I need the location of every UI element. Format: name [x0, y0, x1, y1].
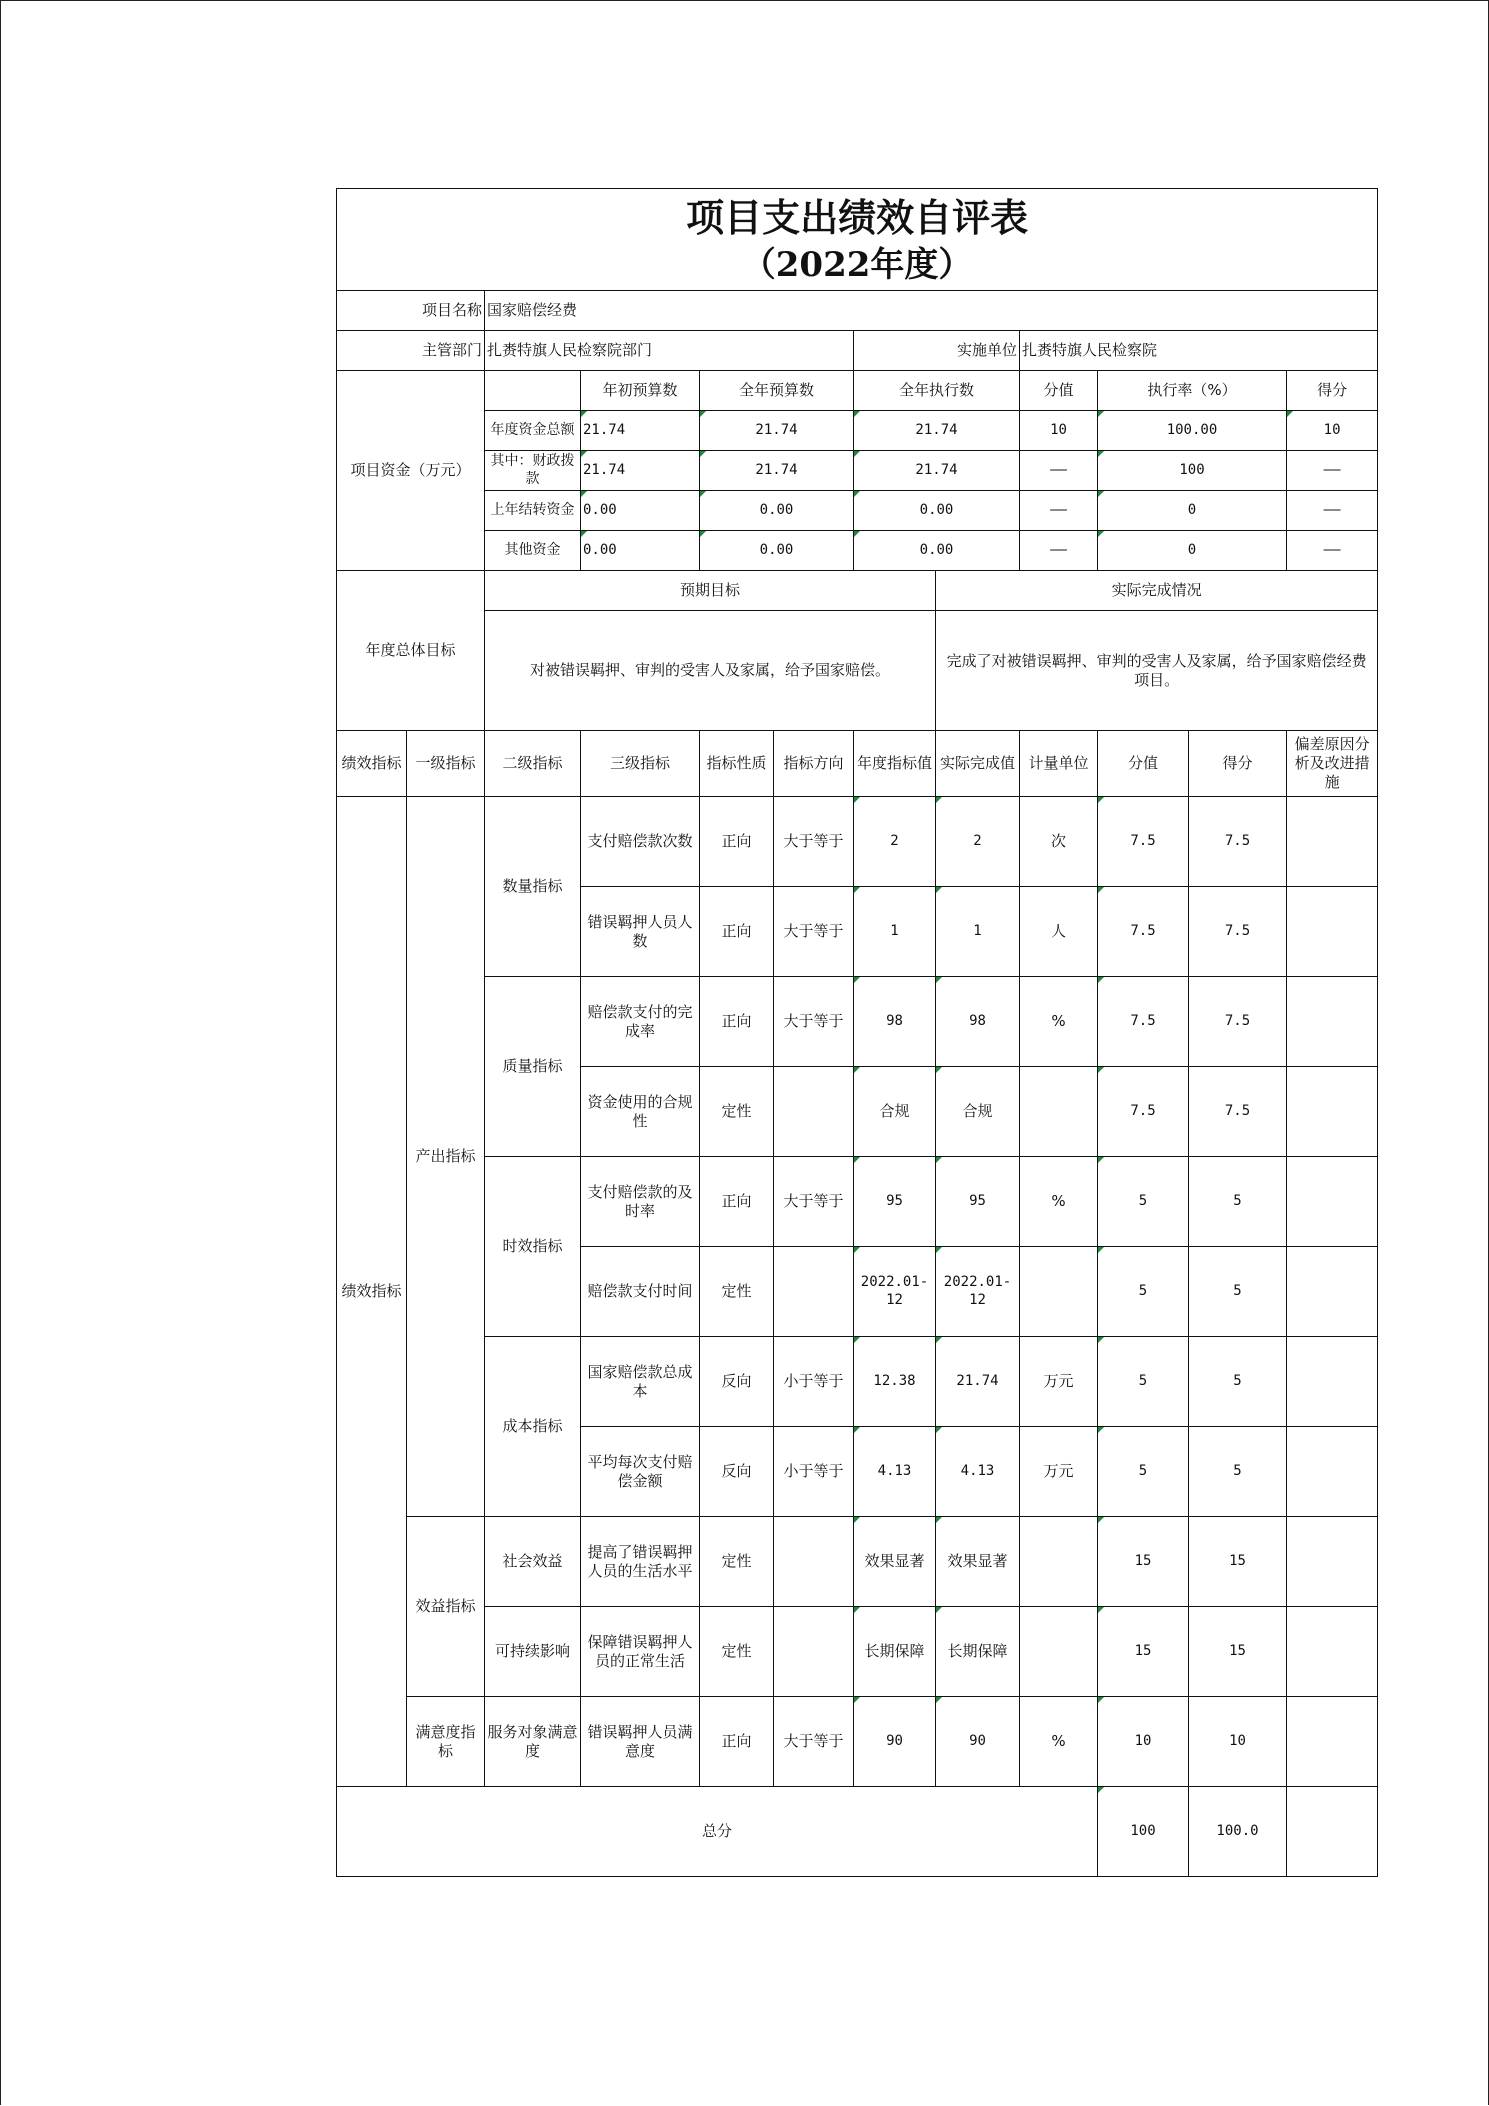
ind-direction	[774, 1067, 854, 1157]
ind-header-actual: 实际完成值	[936, 731, 1020, 797]
ind-nature: 反向	[700, 1427, 774, 1517]
ind-weight: 10	[1098, 1697, 1189, 1787]
funds-executed: 21.74	[854, 411, 1020, 451]
total-row	[337, 1787, 1378, 1877]
ind-direction	[774, 1247, 854, 1337]
ind-header-category: 绩效指标	[337, 731, 407, 797]
funds-row-label: 上年结转资金	[485, 491, 581, 531]
ind-target: 2022.01-12	[854, 1247, 936, 1337]
goals-actual-header: 实际完成情况	[936, 571, 1378, 611]
ind-nature: 正向	[700, 1697, 774, 1787]
funds-header-score: 得分	[1287, 371, 1378, 411]
ind-weight: 15	[1098, 1517, 1189, 1607]
ind-nature: 反向	[700, 1337, 774, 1427]
ind-level1: 效益指标	[407, 1517, 485, 1697]
funds-score: 10	[1287, 411, 1378, 451]
ind-nature: 正向	[700, 797, 774, 887]
ind-header-score: 得分	[1189, 731, 1287, 797]
funds-initial: 0.00	[581, 491, 700, 531]
ind-score: 15	[1189, 1517, 1287, 1607]
ind-level1: 产出指标	[407, 797, 485, 1517]
ind-score: 5	[1189, 1247, 1287, 1337]
ind-header-direction: 指标方向	[774, 731, 854, 797]
funds-header-blank	[485, 371, 581, 411]
ind-weight: 7.5	[1098, 887, 1189, 977]
ind-nature: 定性	[700, 1607, 774, 1697]
funds-header-rate: 执行率（%）	[1098, 371, 1287, 411]
funds-executed: 0.00	[854, 491, 1020, 531]
indicator-row	[337, 1517, 1378, 1607]
ind-actual: 90	[936, 1697, 1020, 1787]
ind-level3: 支付赔偿款的及时率	[581, 1157, 700, 1247]
ind-note	[1287, 977, 1378, 1067]
ind-header-level2: 二级指标	[485, 731, 581, 797]
ind-weight: 7.5	[1098, 797, 1189, 887]
ind-target: 1	[854, 887, 936, 977]
funds-weight: 10	[1020, 411, 1098, 451]
implementing-unit-label: 实施单位	[854, 331, 1020, 371]
ind-header-target: 年度指标值	[854, 731, 936, 797]
ind-level2: 质量指标	[485, 977, 581, 1157]
ind-target: 12.38	[854, 1337, 936, 1427]
funds-header-initial: 年初预算数	[581, 371, 700, 411]
ind-target: 90	[854, 1697, 936, 1787]
ind-target: 合规	[854, 1067, 936, 1157]
ind-nature: 定性	[700, 1517, 774, 1607]
ind-level1: 满意度指标	[407, 1697, 485, 1787]
funds-row	[337, 411, 1378, 451]
ind-header-level1: 一级指标	[407, 731, 485, 797]
ind-actual: 21.74	[936, 1337, 1020, 1427]
ind-weight: 5	[1098, 1247, 1189, 1337]
ind-level2: 成本指标	[485, 1337, 581, 1517]
ind-score: 7.5	[1189, 797, 1287, 887]
indicator-row	[337, 797, 1378, 887]
funds-weight: ——	[1020, 451, 1098, 491]
ind-actual: 2022.01-12	[936, 1247, 1020, 1337]
ind-target: 4.13	[854, 1427, 936, 1517]
ind-note	[1287, 887, 1378, 977]
funds-rate: 100.00	[1098, 411, 1287, 451]
funds-initial: 21.74	[581, 451, 700, 491]
ind-header-note: 偏差原因分析及改进措施	[1287, 731, 1378, 797]
ind-category: 绩效指标	[337, 797, 407, 1787]
ind-direction: 大于等于	[774, 797, 854, 887]
ind-level2: 数量指标	[485, 797, 581, 977]
ind-nature: 正向	[700, 1157, 774, 1247]
goals-actual-text: 完成了对被错误羁押、审判的受害人及家属，给予国家赔偿经费项目。	[936, 611, 1378, 731]
ind-unit: 人	[1020, 887, 1098, 977]
ind-actual: 效果显著	[936, 1517, 1020, 1607]
funds-initial: 21.74	[581, 411, 700, 451]
ind-direction: 大于等于	[774, 1157, 854, 1247]
ind-target: 2	[854, 797, 936, 887]
funds-executed: 0.00	[854, 531, 1020, 571]
ind-direction	[774, 1607, 854, 1697]
ind-score: 7.5	[1189, 977, 1287, 1067]
funds-header-annual: 全年预算数	[700, 371, 854, 411]
indicator-row	[337, 1157, 1378, 1247]
ind-level3: 支付赔偿款次数	[581, 797, 700, 887]
goals-expected-text: 对被错误羁押、审判的受害人及家属，给予国家赔偿。	[485, 611, 936, 731]
ind-unit: 万元	[1020, 1337, 1098, 1427]
ind-unit	[1020, 1247, 1098, 1337]
ind-level3: 保障错误羁押人员的正常生活	[581, 1607, 700, 1697]
ind-actual: 2	[936, 797, 1020, 887]
ind-score: 5	[1189, 1427, 1287, 1517]
ind-target: 98	[854, 977, 936, 1067]
ind-level2: 社会效益	[485, 1517, 581, 1607]
total-weight: 100	[1098, 1787, 1189, 1877]
ind-direction: 大于等于	[774, 977, 854, 1067]
ind-nature: 正向	[700, 977, 774, 1067]
funds-score: ——	[1287, 451, 1378, 491]
ind-header-nature: 指标性质	[700, 731, 774, 797]
ind-nature: 正向	[700, 887, 774, 977]
ind-target: 长期保障	[854, 1607, 936, 1697]
performance-self-evaluation-table	[336, 188, 1378, 1877]
ind-score: 5	[1189, 1337, 1287, 1427]
ind-level3: 错误羁押人员人数	[581, 887, 700, 977]
department-value: 扎赉特旗人民检察院部门	[485, 331, 854, 371]
funds-score: ——	[1287, 491, 1378, 531]
funds-weight: ——	[1020, 491, 1098, 531]
ind-direction	[774, 1517, 854, 1607]
total-note	[1287, 1787, 1378, 1877]
title-main: 项目支出绩效自评表	[686, 194, 1029, 240]
ind-level3: 赔偿款支付时间	[581, 1247, 700, 1337]
ind-level3: 提高了错误羁押人员的生活水平	[581, 1517, 700, 1607]
funds-row	[337, 531, 1378, 571]
ind-actual: 98	[936, 977, 1020, 1067]
funds-row	[337, 491, 1378, 531]
ind-unit	[1020, 1607, 1098, 1697]
table-title	[337, 189, 1378, 291]
ind-unit	[1020, 1067, 1098, 1157]
ind-score: 7.5	[1189, 1067, 1287, 1157]
ind-actual: 合规	[936, 1067, 1020, 1157]
funds-rate: 100	[1098, 451, 1287, 491]
funds-annual: 21.74	[700, 411, 854, 451]
funds-label: 项目资金（万元）	[337, 371, 485, 571]
funds-header-executed: 全年执行数	[854, 371, 1020, 411]
ind-note	[1287, 1427, 1378, 1517]
ind-score: 7.5	[1189, 887, 1287, 977]
ind-direction: 小于等于	[774, 1427, 854, 1517]
ind-weight: 5	[1098, 1157, 1189, 1247]
ind-level3: 错误羁押人员满意度	[581, 1697, 700, 1787]
goals-expected-header: 预期目标	[485, 571, 936, 611]
ind-score: 5	[1189, 1157, 1287, 1247]
ind-note	[1287, 1067, 1378, 1157]
funds-annual: 0.00	[700, 491, 854, 531]
funds-row	[337, 451, 1378, 491]
ind-nature: 定性	[700, 1067, 774, 1157]
ind-note	[1287, 1337, 1378, 1427]
ind-note	[1287, 1157, 1378, 1247]
funds-annual: 21.74	[700, 451, 854, 491]
funds-annual: 0.00	[700, 531, 854, 571]
ind-weight: 15	[1098, 1607, 1189, 1697]
ind-actual: 长期保障	[936, 1607, 1020, 1697]
funds-row-label: 年度资金总额	[485, 411, 581, 451]
ind-weight: 5	[1098, 1337, 1189, 1427]
ind-direction: 小于等于	[774, 1337, 854, 1427]
ind-weight: 7.5	[1098, 1067, 1189, 1157]
ind-level2: 时效指标	[485, 1157, 581, 1337]
ind-note	[1287, 1247, 1378, 1337]
ind-level3: 资金使用的合规性	[581, 1067, 700, 1157]
ind-score: 10	[1189, 1697, 1287, 1787]
project-name-value: 国家赔偿经费	[485, 291, 1378, 331]
ind-actual: 1	[936, 887, 1020, 977]
ind-unit: 次	[1020, 797, 1098, 887]
funds-executed: 21.74	[854, 451, 1020, 491]
ind-level2: 服务对象满意度	[485, 1697, 581, 1787]
ind-score: 15	[1189, 1607, 1287, 1697]
funds-initial: 0.00	[581, 531, 700, 571]
department-label: 主管部门	[337, 331, 485, 371]
indicator-row	[337, 1337, 1378, 1427]
ind-note	[1287, 1517, 1378, 1607]
ind-level3: 平均每次支付赔偿金额	[581, 1427, 700, 1517]
ind-unit: 万元	[1020, 1427, 1098, 1517]
ind-nature: 定性	[700, 1247, 774, 1337]
ind-weight: 7.5	[1098, 977, 1189, 1067]
ind-note	[1287, 1607, 1378, 1697]
ind-level3: 国家赔偿款总成本	[581, 1337, 700, 1427]
funds-row-label: 其中：财政拨款	[485, 451, 581, 491]
indicator-row	[337, 1697, 1378, 1787]
ind-actual: 95	[936, 1157, 1020, 1247]
ind-note	[1287, 1697, 1378, 1787]
ind-unit: %	[1020, 1697, 1098, 1787]
ind-target: 95	[854, 1157, 936, 1247]
ind-weight: 5	[1098, 1427, 1189, 1517]
ind-unit	[1020, 1517, 1098, 1607]
funds-rate: 0	[1098, 491, 1287, 531]
ind-target: 效果显著	[854, 1517, 936, 1607]
funds-header-weight: 分值	[1020, 371, 1098, 411]
ind-header-level3: 三级指标	[581, 731, 700, 797]
total-label: 总分	[337, 1787, 1098, 1877]
ind-header-unit: 计量单位	[1020, 731, 1098, 797]
indicator-row	[337, 977, 1378, 1067]
funds-row-label: 其他资金	[485, 531, 581, 571]
ind-header-weight: 分值	[1098, 731, 1189, 797]
ind-direction: 大于等于	[774, 887, 854, 977]
ind-note	[1287, 797, 1378, 887]
funds-score: ——	[1287, 531, 1378, 571]
ind-unit: %	[1020, 1157, 1098, 1247]
total-score: 100.0	[1189, 1787, 1287, 1877]
title-year: （2022年度）	[741, 244, 973, 285]
project-name-label: 项目名称	[337, 291, 485, 331]
implementing-unit-value: 扎赉特旗人民检察院	[1020, 331, 1378, 371]
ind-level3: 赔偿款支付的完成率	[581, 977, 700, 1067]
ind-level2: 可持续影响	[485, 1607, 581, 1697]
indicator-row	[337, 1607, 1378, 1697]
ind-actual: 4.13	[936, 1427, 1020, 1517]
funds-weight: ——	[1020, 531, 1098, 571]
ind-unit: %	[1020, 977, 1098, 1067]
goals-label: 年度总体目标	[337, 571, 485, 731]
ind-direction: 大于等于	[774, 1697, 854, 1787]
funds-rate: 0	[1098, 531, 1287, 571]
